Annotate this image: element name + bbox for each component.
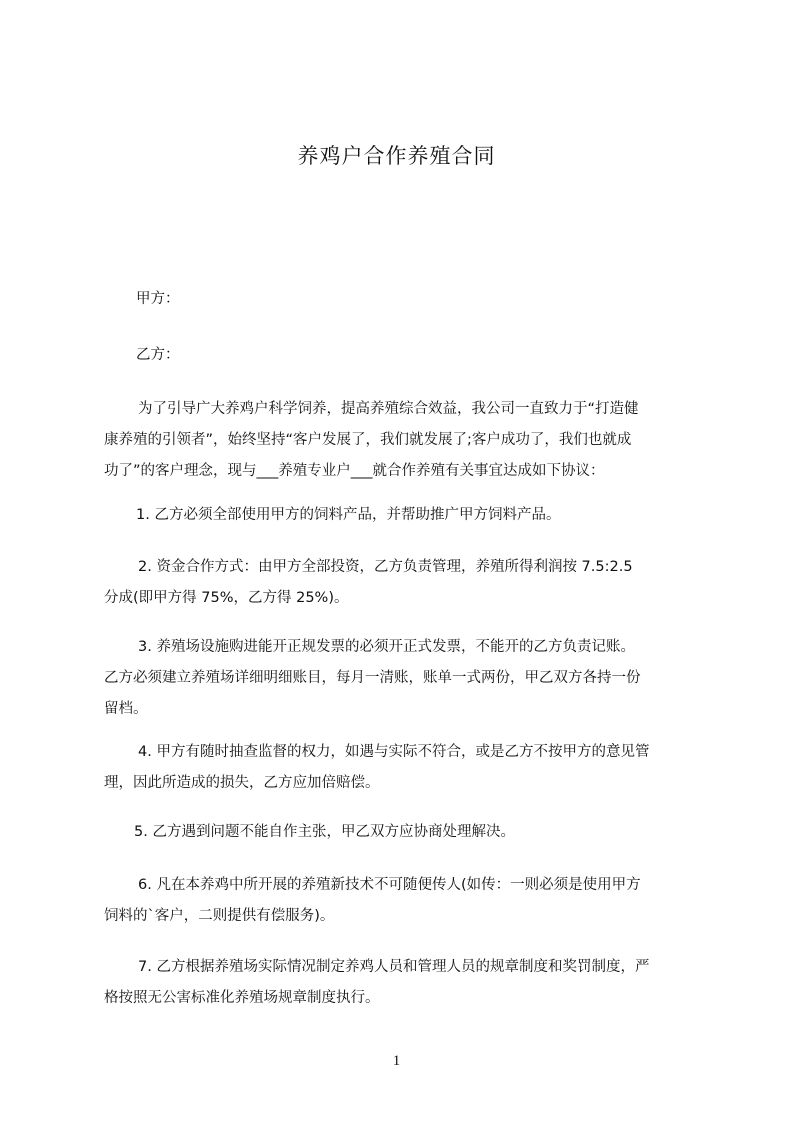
clause-6-line-1: 6. 凡在本养鸡中所开展的养殖新技术不可随便传人(如传：一则必须是使用甲方 — [138, 877, 641, 893]
clause-4 — [104, 737, 714, 799]
clause-1 — [104, 500, 714, 531]
intro-line-2: 康养殖的引领者”，始终坚持“客户发展了，我们就发展了;客户成功了，我们也就成 — [104, 432, 632, 448]
intro-line-1: 为了引导广大养鸡户科学饲养，提高养殖综合效益，我公司一直致力于“打造健 — [138, 401, 639, 417]
clause-1-line-1: 1. 乙方必须全部使用甲方的饲料产品，并帮助推广甲方饲料产品。 — [136, 507, 561, 523]
page-number: 1 — [392, 1053, 401, 1069]
clause-5-line-1: 5. 乙方遇到问题不能自作主张，甲乙双方应协商处理解决。 — [134, 824, 515, 840]
clause-4-line-1: 4. 甲方有随时抽查监督的权力，如遇与实际不符合，或是乙方不按甲方的意见管 — [138, 744, 650, 760]
clause-3-line-2: 乙方必须建立养殖场详细明细账目，每月一清账，账单一式两份，甲乙双方各持一份 — [104, 670, 641, 686]
clause-3-line-3: 留档。 — [104, 701, 148, 717]
clause-7-line-2: 格按照无公害标准化养殖场规章制度执行。 — [104, 990, 380, 1006]
clause-2-line-2: 分成(即甲方得 75%，乙方得 25%)。 — [104, 590, 349, 606]
party-a-label: 甲方： — [136, 291, 180, 307]
clause-3-line-1: 3. 养殖场设施购进能开正规发票的必须开正式发票，不能开的乙方负责记账。 — [138, 639, 635, 655]
party-b-label: 乙方： — [136, 347, 180, 363]
clause-6 — [104, 870, 714, 932]
clause-7 — [104, 952, 714, 1014]
clause-2-line-1: 2. 资金合作方式：由甲方全部投资，乙方负责管理，养殖所得利润按 7.5:2.5 — [138, 559, 633, 575]
page-title: 养鸡户合作养殖合同 — [297, 144, 496, 168]
clause-5 — [104, 817, 714, 848]
clause-2 — [104, 552, 714, 614]
clause-3 — [104, 632, 714, 725]
intro-line-3: 功了”的客户理念，现与___养殖专业户___就合作养殖有关事宜达成如下协议： — [104, 463, 605, 479]
clause-4-line-2: 理，因此所造成的损失，乙方应加倍赔偿。 — [104, 775, 380, 791]
intro-paragraph — [104, 394, 714, 487]
clause-7-line-1: 7. 乙方根据养殖场实际情况制定养鸡人员和管理人员的规章制度和奖罚制度，严 — [138, 959, 650, 975]
clause-6-line-2: 饲料的`客户，二则提供有偿服务)。 — [104, 908, 335, 924]
